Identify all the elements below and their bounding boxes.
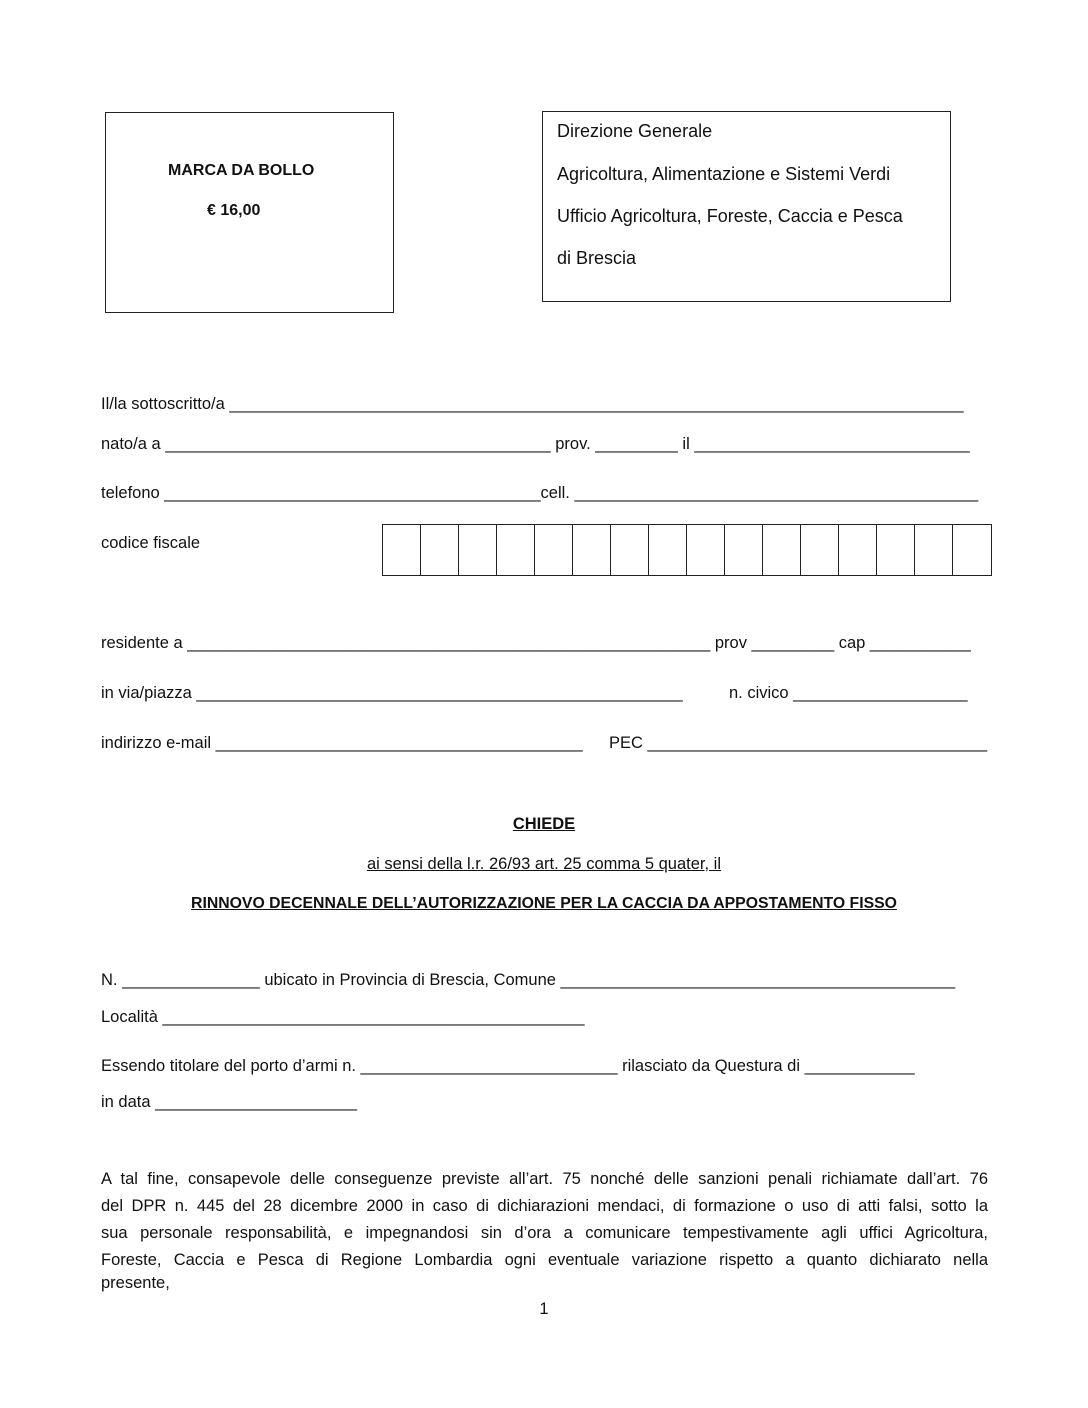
codice-fiscale-cell[interactable] [877, 525, 915, 575]
field-telefono[interactable]: telefono _________________________________________cell. ____________________________________________ [101, 484, 979, 502]
field-sottoscritto[interactable]: Il/la sottoscritto/a ________________________________________________________________________________ [101, 395, 964, 413]
codice-fiscale-cell[interactable] [687, 525, 725, 575]
declaration-last-line: presente, [101, 1274, 170, 1292]
codice-fiscale-cell[interactable] [953, 525, 991, 575]
declaration-line-1: A tal fine, consapevole delle conseguenze previste all’art. 75 nonché delle sanzioni penali richiamate dall’art. 76 [101, 1170, 988, 1188]
recipient-line-2: Agricoltura, Alimentazione e Sistemi Verdi [557, 164, 891, 184]
recipient-line-1: Direzione Generale [557, 121, 713, 141]
codice-fiscale-cell[interactable] [573, 525, 611, 575]
declaration-line-3: sua personale responsabilità, e impegnandosi sin d’ora a comunicare tempestivamente agli uffici Agricoltura, [101, 1224, 988, 1242]
codice-fiscale-cell[interactable] [535, 525, 573, 575]
codice-fiscale-cell[interactable] [421, 525, 459, 575]
codice-fiscale-cell[interactable] [801, 525, 839, 575]
request-subject: RINNOVO DECENNALE DELL’AUTORIZZAZIONE PER LA CACCIA DA APPOSTAMENTO FISSO [191, 895, 897, 912]
codice-fiscale-cell[interactable] [649, 525, 687, 575]
field-numero[interactable]: N. _______________ ubicato in Provincia di Brescia, Comune ___________________________________________ [101, 971, 956, 989]
legal-reference: ai sensi della l.r. 26/93 art. 25 comma 5 quater, il [366, 855, 722, 873]
codice-fiscale-cell[interactable] [383, 525, 421, 575]
field-email[interactable]: indirizzo e-mail ________________________________________ [101, 734, 583, 752]
revenue-stamp-title: MARCA DA BOLLO [168, 162, 315, 179]
codice-fiscale-label: codice fiscale [101, 534, 201, 552]
codice-fiscale-grid[interactable] [382, 524, 992, 576]
field-localita[interactable]: Località ______________________________________________ [101, 1008, 585, 1026]
page-number: 1 [539, 1300, 549, 1318]
revenue-stamp-value: € 16,00 [207, 202, 261, 219]
codice-fiscale-cell[interactable] [915, 525, 953, 575]
codice-fiscale-cell[interactable] [725, 525, 763, 575]
recipient-line-4: di Brescia [557, 248, 637, 268]
field-via[interactable]: in via/piazza _____________________________________________________ [101, 684, 683, 702]
codice-fiscale-cell[interactable] [459, 525, 497, 575]
field-nato[interactable]: nato/a a __________________________________________ prov. _________ il ______________________________ [101, 435, 970, 453]
chiede-heading: CHIEDE [512, 815, 576, 833]
codice-fiscale-cell[interactable] [497, 525, 535, 575]
codice-fiscale-cell[interactable] [839, 525, 877, 575]
declaration-line-2: del DPR n. 445 del 28 dicembre 2000 in caso di dichiarazioni mendaci, di formazione o uso di atti falsi, sotto la [101, 1197, 988, 1215]
declaration-line-4: Foreste, Caccia e Pesca di Regione Lombardia ogni eventuale variazione rispetto a quanto dichiarato nella [101, 1251, 988, 1269]
codice-fiscale-cell[interactable] [763, 525, 801, 575]
field-porto-armi[interactable]: Essendo titolare del porto d’armi n. ____________________________ rilasciato da Questura di ____________ [101, 1057, 915, 1075]
codice-fiscale-cell[interactable] [611, 525, 649, 575]
field-residente[interactable]: residente a _________________________________________________________ prov _________ cap ___________ [101, 634, 971, 652]
field-civico[interactable]: n. civico ___________________ [729, 684, 968, 702]
field-pec[interactable]: PEC _____________________________________ [609, 734, 988, 752]
recipient-line-3: Ufficio Agricoltura, Foreste, Caccia e Pesca [557, 206, 903, 226]
field-data[interactable]: in data ______________________ [101, 1093, 358, 1111]
